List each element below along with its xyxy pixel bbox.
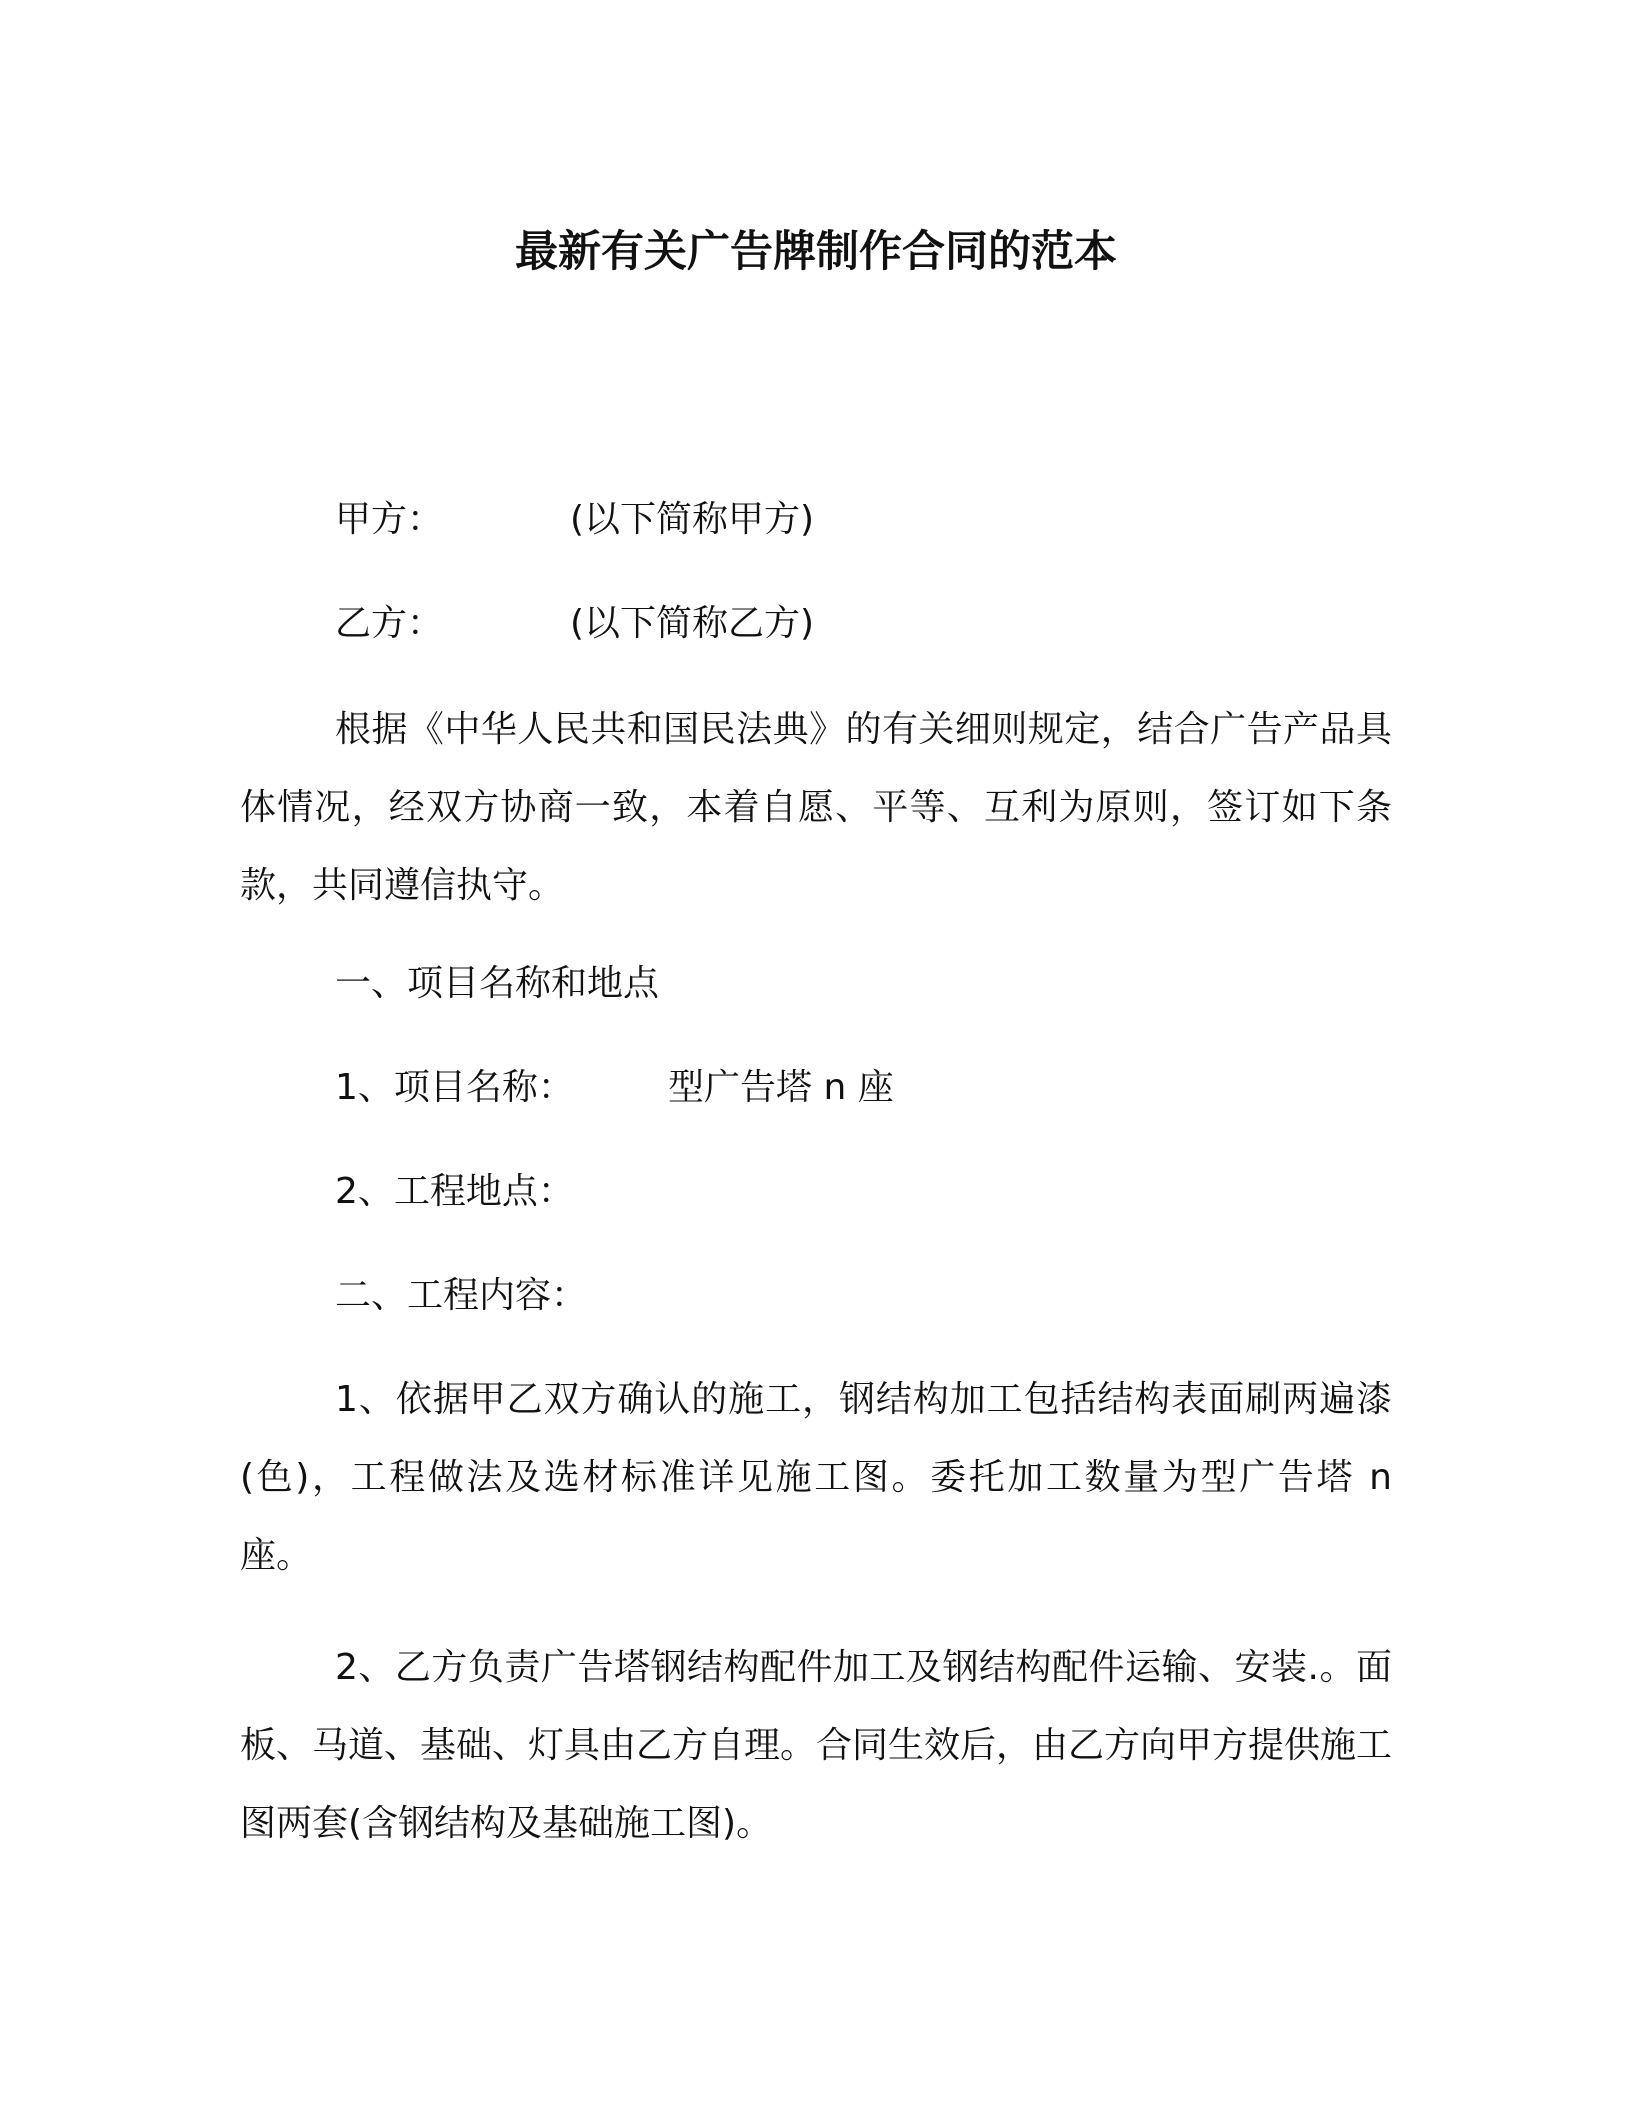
project-name-label: 1、项目名称： (335, 1067, 574, 1108)
preamble-paragraph: 根据《中华人民共和国民法典》的有关细则规定，结合广告产品具体情况，经双方协商一致，本着自愿、平等、互利为原则，签订如下条款，共同遵信执守。 (240, 709, 1392, 906)
project-name-value: 型广告塔 n 座 (668, 1067, 894, 1108)
party-b-note: (以下简称乙方) (570, 603, 815, 644)
section-1-heading: 一、项目名称和地点 (335, 963, 660, 1004)
party-b-label: 乙方： (335, 603, 444, 644)
party-a-note: (以下简称甲方) (570, 499, 815, 540)
document-title: 最新有关广告牌制作合同的范本 (515, 227, 1117, 277)
section-2-clause-1: 1、依据甲乙双方确认的施工，钢结构加工包括结构表面刷两遍漆(色)，工程做法及选材标准详见施工图。委托加工数量为型广告塔 n 座。 (240, 1379, 1392, 1576)
section-2-clause-2: 2、乙方负责广告塔钢结构配件加工及钢结构配件运输、安装.。面板、马道、基础、灯具由乙方自理。合同生效后，由乙方向甲方提供施工图两套(含钢结构及基础施工图)。 (240, 1647, 1393, 1844)
section-2-heading: 二、工程内容： (335, 1275, 588, 1316)
project-site-label: 2、工程地点： (335, 1171, 574, 1212)
party-a-label: 甲方： (335, 499, 444, 540)
